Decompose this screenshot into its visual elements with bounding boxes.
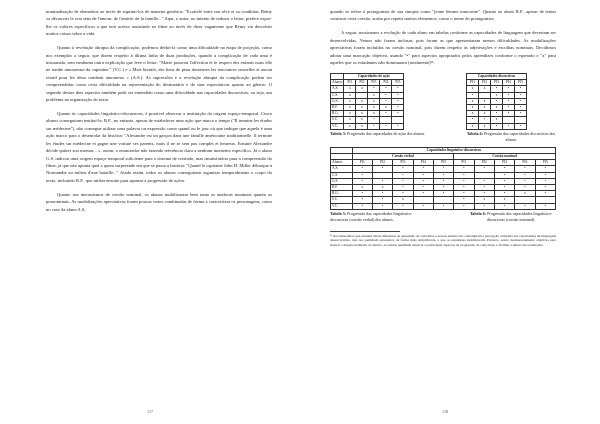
table-cell: • <box>535 172 555 178</box>
table-cell: • <box>515 86 527 92</box>
table-title: Capacidades discursivas <box>467 74 527 80</box>
table-cell: • <box>392 86 404 92</box>
table-cell: x <box>491 92 503 98</box>
table-cell: x <box>356 105 368 111</box>
table-cell: x <box>494 197 514 203</box>
table-cell: • <box>392 111 404 117</box>
table-cell: x <box>467 111 479 117</box>
table-5-6 <box>330 147 556 210</box>
table-cell: x <box>344 123 356 129</box>
left-text-column <box>46 8 272 220</box>
table-cell: • <box>535 191 555 197</box>
table-cell: • <box>392 105 404 111</box>
table-cell: x <box>344 105 356 111</box>
table-cell: S.C. <box>331 197 353 203</box>
table-cell: • <box>393 185 413 191</box>
table-cell: x <box>380 105 392 111</box>
table-cell: • <box>491 86 503 92</box>
table-header-cell: PI1 <box>454 160 474 166</box>
table-cell: x <box>356 86 368 92</box>
table-header-cell: PI2 <box>356 80 368 86</box>
table-3 <box>330 73 404 130</box>
table-cell: • <box>393 166 413 172</box>
table-cell: • <box>372 203 392 209</box>
table-cell: • <box>515 172 535 178</box>
table-cell: x <box>368 105 380 111</box>
table-cell: • <box>393 203 413 209</box>
table-header-cell: PI3 <box>491 80 503 86</box>
table-header-cell: Alunos <box>332 80 343 85</box>
table-cell: C.S. <box>331 172 353 178</box>
table-cell: • <box>380 92 392 98</box>
table-cell: • <box>392 92 404 98</box>
table-cell: • <box>494 178 514 184</box>
table-caption: Tabela 6: Progressão das capacidades linguístico-discursivas (coesão nominal). <box>469 210 553 222</box>
table-cell: x <box>356 98 368 104</box>
table-header-cell: PI2 <box>479 80 491 86</box>
table-cell: • <box>393 178 413 184</box>
table-title: Capacidades linguístico-discursivas <box>352 147 555 153</box>
table-caption: Tabela 5: Progressão das capacidades linguístico-discursivas (coesão verbal) dos alunos. <box>330 210 413 222</box>
table-cell: • <box>479 117 491 123</box>
table-4-block <box>466 73 556 143</box>
table-cell: • <box>352 178 372 184</box>
table-cell: • <box>535 166 555 172</box>
paragraph: nominalização de elementos ao invés de suprimi-los de maneira genérica: "Ecartelé entre son rêve et sa condition, Rémy va découvrir le vrai sens de l'amour, de l'amitié, de la famille..." Aqui, o autor, no intento de seduzir o leitor, prefere expor-lhe os valores específicos a que terá acesso assistindo ao filme ao invés de dizer vagamente que Rémy vai descobrir muitos coisas sobre a vida. <box>46 9 272 37</box>
table-cell: • <box>535 178 555 184</box>
table-cell: x <box>344 117 356 123</box>
table-cell: • <box>392 123 404 129</box>
footnote: ¹⁶ Reconhecemos que existem níveis diferentes de apreensão de conteúdos e nossas tabelas não contemplam a percepção completa das capacidades de linguagem desenvolvidas, mas nos permitem apresentar, de forma mais simplificada, o que os estudantes mobilizaram. Portanto, sendo destinatariamente objetivas para ilustrar o desenvolvimento do estudo, as tabelas permitem destacar os principais aspectos da progressão de cada aluno e facilitar a leitura dos resultados. <box>330 233 556 248</box>
table-cell: x <box>356 111 368 117</box>
table-cell: • <box>494 172 514 178</box>
paragraph: Quanto aos mecanismos de coesão nominal, os alunos mobilizaram bem tanto as anáforas nominais quanto as pronominais. As modalizações apreciativas foram poucas vezes combinadas de forma a caracterizar os personagens, como no caso da aluna A.S, <box>46 191 272 212</box>
table-cell: x <box>474 197 494 203</box>
table-cell: • <box>474 166 494 172</box>
table-cell: R.G. <box>331 111 344 117</box>
table-subtitle: Coesão nominal <box>454 154 556 160</box>
table-cell: x <box>479 123 491 129</box>
tables-row-top <box>330 73 556 143</box>
table-header-cell: PI2 <box>372 160 392 166</box>
table-cell: V.C. <box>331 203 353 209</box>
table-cell: • <box>494 203 514 209</box>
table-header-cell: PI5 <box>515 80 527 86</box>
table-cell: • <box>491 123 503 129</box>
table-cell: • <box>474 178 494 184</box>
table-cell: • <box>352 166 372 172</box>
table-cell: • <box>503 86 515 92</box>
table-5-6-block <box>330 147 556 223</box>
table-cell: • <box>433 203 453 209</box>
table-cell: • <box>454 172 474 178</box>
table-row <box>331 203 556 209</box>
table-cell: • <box>535 185 555 191</box>
table-cell: • <box>352 172 372 178</box>
table-4 <box>466 73 527 130</box>
table-cell: • <box>535 203 555 209</box>
footnote-rule <box>330 231 400 232</box>
table-cell: x <box>356 123 368 129</box>
table-header-cell: PI4 <box>515 160 535 166</box>
table-cell: x <box>356 117 368 123</box>
table-cell: • <box>413 172 433 178</box>
right-page <box>300 0 600 424</box>
table-cell: x <box>479 86 491 92</box>
table-cell: • <box>413 203 433 209</box>
table-row <box>331 123 404 129</box>
table-cell: • <box>454 197 474 203</box>
table-cell: x <box>467 86 479 92</box>
paragraph: A seguir, mostramos a evolução de cada aluno em tabelas conforme as capacidades de linguagem que deveriam ser desenvolvidas. Vemos não foram inclusas, pois foram as que apresentaram menos dificuldades. As modalizações apreciativas foram incluídas na coesão nominal, pois dizem respeito às adjetivações e escolhas nominais. Decidimos adotar uma marcação objetiva, usando "•" para aspectos apropriados pelos aprendizes conforme o esperado e "x" para aqueles que os estudantes não dominaram (totalmente)¹⁶. <box>330 30 556 66</box>
table-cell: • <box>474 185 494 191</box>
table-cell: • <box>372 197 392 203</box>
table-cell: • <box>515 111 527 117</box>
table-header-cell: PI1 <box>467 80 479 86</box>
table-cell: x <box>344 111 356 117</box>
table-cell: • <box>503 105 515 111</box>
table-cell: • <box>474 191 494 197</box>
table-cell: • <box>392 98 404 104</box>
table-caption: Tabela 3: Progressão das capacidades de ação dos alunos. <box>330 130 426 136</box>
table-cell: x <box>491 105 503 111</box>
table-cell: x <box>368 98 380 104</box>
table-cell: x <box>344 98 356 104</box>
table-cell: x <box>372 185 392 191</box>
table-cell: • <box>380 123 392 129</box>
table-cell: • <box>515 185 535 191</box>
table-header-cell: PI4 <box>380 80 392 86</box>
table-title: Capacidades de ação <box>344 74 404 80</box>
table-cell: • <box>503 111 515 117</box>
table-cell: • <box>372 166 392 172</box>
table-cell: • <box>433 191 453 197</box>
table-cell: • <box>413 178 433 184</box>
table-cell: • <box>368 123 380 129</box>
table-header-cell: PI3 <box>368 80 380 86</box>
table-cell: • <box>515 105 527 111</box>
table-cell: • <box>380 98 392 104</box>
table-cell: x <box>491 117 503 123</box>
paragraph: Quanto às capacidades linguístico-discursivas, é possível observar a instituição da origem espaço-temporal. Cinco alunos conseguiram instituí-la. R.F., no entanto, apesar de estabelecer uma ação que marca o tempo ("Il termine les études sur médecine"), não consegue utilizar uma palavra ou expressão como quand ou le jour où que indique que aquela é uma ação marco para o desenrolar da história: "Alexandre est un garçon dans une famille américaine traditionnelle. Il termine les études sur médecine et gagne une voiture ses parents, mais il ne se sent pas complet et heureux. Ensuite Alexandre décide quitter son maison... », assim, o enunciador não fazendo referência clara a nenhum momento específico. Já o aluno G.S. indicou uma origem espaço-temporal suficiente para o sistema de conexão, mas insatisfatória para a compreensão do filme, já que não aponta qual a quem surpreende em que se passa a história: "Quand le capitaine John H. Miller débarque à Normandie au milieu d'une bataille..." Ainda assim, todos os alunos conseguiram organizar temporalmente o corpo do texto, incluindo R.F., que utiliza ensuite para apontar a progressão de ações. <box>46 111 272 183</box>
table-cell: G.S. <box>331 98 344 104</box>
paragraph: Quanto à revelação abrupta da complicação, podemos defini-la como uma dificuldade na etapa de projeção, como nos exemplos a seguir, que dizem respeito à última linha de duas produções, quando a complicação de cada uma é instaurada, sem nenhuma outra explicação que leve o leitor: "Marie pourrait l'affection et le respect des enfants mais elle ne tombe amoureuse du capitaine." (V.C.) e « Mais bientôt, des liens de peau douteuses les rencontres sexuelles et aucun retard pour les deux tombent amoureux » (A.S.). As supressões e a revelação abrupta da complicação podem ser compreendidas como certa dificuldade na representação do destinatário e de suas expectativas quanto ao gênero. O segundo desses dois aspectos também pode ser entendido como uma dificuldade nas capacidades discursivas, ou seja, um problema na organização do texto. <box>46 45 272 103</box>
table-header-cell: PI5 <box>535 160 555 166</box>
table-cell: • <box>413 191 433 197</box>
table-cell: • <box>454 191 474 197</box>
table-cell: x <box>479 105 491 111</box>
table-cell: • <box>352 197 372 203</box>
paragraph: quando se refere à protagonista de sua sinopse como "jeune femme innocente". Quanto ao aluno R.F., apesar de tentar construir certa coesão, acaba por repetir muitos elementos, como o nome do protagonista. <box>330 9 556 22</box>
table-cell: • <box>467 92 479 98</box>
table-cell: • <box>515 166 535 172</box>
table-cell: • <box>372 178 392 184</box>
table-cell: • <box>454 178 474 184</box>
table-cell: • <box>494 166 514 172</box>
table-cell: x <box>344 86 356 92</box>
table-header-cell: PI1 <box>352 160 372 166</box>
table-cell: • <box>372 191 392 197</box>
table-subtitle: Coesão verbal <box>352 154 454 160</box>
table-cell: • <box>494 185 514 191</box>
table-cell: A.S. <box>331 86 344 92</box>
table-cell: • <box>515 92 527 98</box>
table-cell: • <box>393 172 413 178</box>
table-cell: x <box>344 92 356 98</box>
table-cell: • <box>380 86 392 92</box>
table-header-cell: PI5 <box>392 80 404 86</box>
table-cell: • <box>515 203 535 209</box>
right-text-column <box>330 8 556 248</box>
table-cell: • <box>352 191 372 197</box>
table-cell: • <box>433 172 453 178</box>
table-cell: A.S. <box>331 166 353 172</box>
table-cell: • <box>393 191 413 197</box>
table-cell: • <box>503 123 515 129</box>
table-cell: • <box>413 185 433 191</box>
table-cell: • <box>433 185 453 191</box>
table-cell: x <box>479 98 491 104</box>
table-cell: • <box>491 98 503 104</box>
table-cell: • <box>380 111 392 117</box>
table-header-cell: PI5 <box>433 160 453 166</box>
table-cell: • <box>515 178 535 184</box>
table-cell: • <box>454 185 474 191</box>
table-cell: • <box>503 92 515 98</box>
table-cell: x <box>467 105 479 111</box>
table-cell: V.C. <box>331 123 344 129</box>
table-cell: • <box>515 98 527 104</box>
page-number: 117 <box>147 409 154 414</box>
table-cell: C.S. <box>331 92 344 98</box>
table-cell: • <box>467 117 479 123</box>
table-3-block <box>330 73 438 143</box>
table-cell: x <box>393 197 413 203</box>
table-cell: • <box>503 98 515 104</box>
table-cell: x <box>515 191 535 197</box>
table-cell: • <box>491 111 503 117</box>
table-cell: • <box>368 117 380 123</box>
table-cell: x <box>352 185 372 191</box>
table-cell: • <box>433 178 453 184</box>
table-cell: • <box>515 123 527 129</box>
table-cell: x <box>368 111 380 117</box>
table-cell: R.G. <box>331 191 353 197</box>
table-header-cell: PI4 <box>503 80 515 86</box>
table-cell: x <box>479 111 491 117</box>
captions-row <box>330 210 556 223</box>
table-cell: G.S. <box>331 178 353 184</box>
table-row <box>467 123 527 129</box>
table-caption: Tabela 4: Progressão das capacidades discursivas dos alunos <box>466 130 556 142</box>
table-cell: • <box>433 166 453 172</box>
table-cell: x <box>467 123 479 129</box>
table-cell: R.F. <box>331 105 344 111</box>
page-number: 118 <box>442 409 449 414</box>
table-header-cell: PI1 <box>344 80 356 86</box>
table-cell: x <box>368 92 380 98</box>
table-cell: R.F. <box>331 185 353 191</box>
table-cell: S.C. <box>331 117 344 123</box>
table-header-cell: PI2 <box>474 160 494 166</box>
table-header-cell: Alunos <box>331 160 353 166</box>
table-cell: • <box>352 203 372 209</box>
table-cell: x <box>467 98 479 104</box>
table-cell: • <box>413 166 433 172</box>
table-cell: • <box>494 191 514 197</box>
table-cell: • <box>454 166 474 172</box>
table-header-cell: PI3 <box>494 160 514 166</box>
table-cell: • <box>368 86 380 92</box>
table-cell: • <box>454 203 474 209</box>
table-header-cell: PI3 <box>393 160 413 166</box>
table-header-cell: PI4 <box>413 160 433 166</box>
table-cell: • <box>474 203 494 209</box>
